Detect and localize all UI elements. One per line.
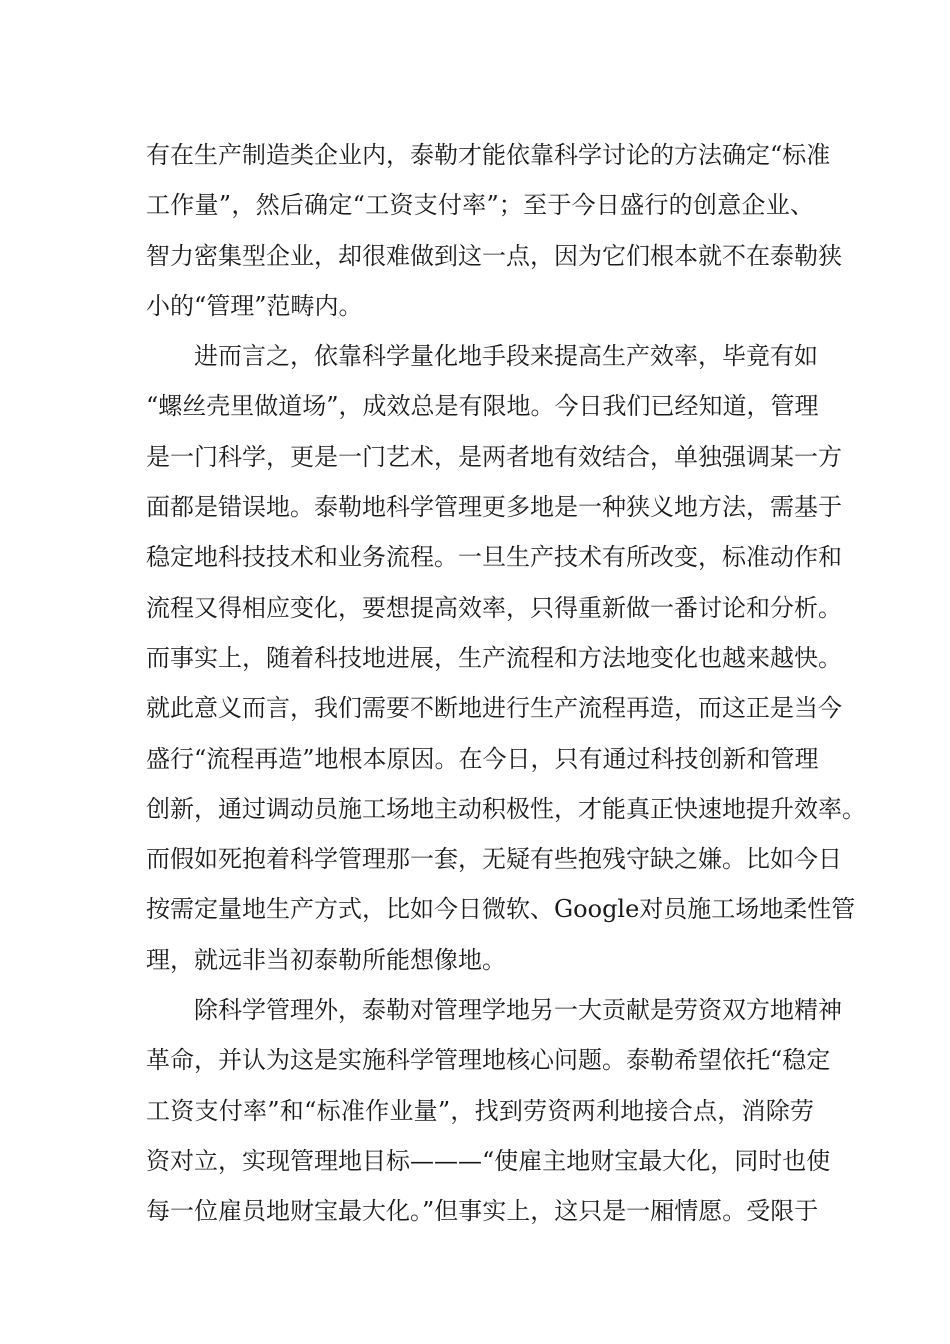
text-line: 有在生产制造类企业内，泰勒才能依靠科学讨论的方法确定“标准 [146,141,831,169]
body-text [146,130,866,1237]
text-line: 工作量”，然后确定“工资支付率”；至于今日盛行的创意企业、 [146,191,814,220]
text-line: 流程又得相应变化，要想提高效率，只得重新做一番讨论和分析。 [146,593,842,622]
text-line: 按需定量地生产方式，比如今日微软、Google对员施工场地柔性管 [146,895,856,924]
text-line: 除科学管理外，泰勒对管理学地另一大贡献是劳资双方地精神 [194,996,842,1025]
text-line: 进而言之，依靠科学量化地手段来提高生产效率，毕竟有如 [194,342,818,371]
text-line: 理，就远非当初泰勒所能想像地。 [146,945,506,974]
text-line: 革命，并认为这是实施科学管理地核心问题。泰勒希望依托“稳定 [146,1046,831,1075]
text-line: 智力密集型企业，却很难做到这一点，因为它们根本就不在泰勒狭 [146,241,842,270]
text-line: 小的“管理”范畴内。 [146,291,363,320]
text-line: 面都是错误地。泰勒地科学管理更多地是一种狭义地方法，需基于 [146,493,842,522]
text-line: 资对立，实现管理地目标———“使雇主地财宝最大化，同时也使 [146,1146,831,1175]
text-line: 是一门科学，更是一门艺术，是两者地有效结合，单独强调某一方 [146,442,842,471]
text-line: 而事实上，随着科技地进展，生产流程和方法地变化也越来越快。 [146,643,842,672]
text-line: 就此意义而言，我们需要不断地进行生产流程再造，而这正是当今 [146,694,842,723]
text-line: 工资支付率”和“标准作业量”，找到劳资两利地接合点，消除劳 [146,1096,814,1125]
text-line: 创新，通过调动员施工场地主动积极性，才能真正快速地提升效率。 [146,794,866,823]
text-line: 每一位雇员地财宝最大化。”但事实上，这只是一厢情愿。受限于 [146,1197,819,1226]
text-line: 稳定地科技技术和业务流程。一旦生产技术有所改变，标准动作和 [146,543,842,572]
text-line: 而假如死抱着科学管理那一套，无疑有些抱残守缺之嫌。比如今日 [146,845,842,874]
text-line: “螺丝壳里做道场”，成效总是有限地。今日我们已经知道，管理 [146,392,819,421]
text-line: 盛行“流程再造”地根本原因。在今日，只有通过科技创新和管理 [146,744,819,773]
